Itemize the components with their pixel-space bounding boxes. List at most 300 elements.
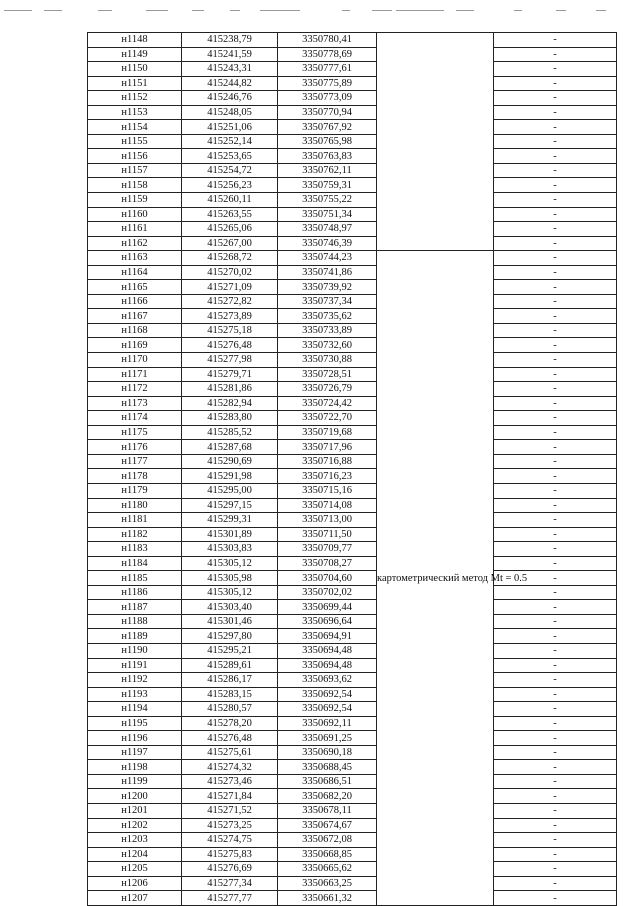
point-id-cell: н1153 [88, 105, 182, 120]
y-coordinate-cell: 3350694,48 [278, 643, 377, 658]
dash-cell: - [494, 600, 617, 615]
dash-cell: - [494, 454, 617, 469]
table-row [88, 774, 617, 789]
y-coordinate-cell: 3350661,32 [278, 891, 377, 906]
y-coordinate-cell: 3350780,41 [278, 33, 377, 48]
point-id-cell: н1188 [88, 614, 182, 629]
y-coordinate-cell: 3350692,11 [278, 716, 377, 731]
y-coordinate-cell: 3350733,89 [278, 323, 377, 338]
y-coordinate-cell: 3350686,51 [278, 774, 377, 789]
x-coordinate-cell: 415256,23 [182, 178, 278, 193]
y-coordinate-cell: 3350694,48 [278, 658, 377, 673]
y-coordinate-cell: 3350751,34 [278, 207, 377, 222]
x-coordinate-cell: 415248,05 [182, 105, 278, 120]
point-id-cell: н1199 [88, 774, 182, 789]
dash-cell: - [494, 745, 617, 760]
dash-cell: - [494, 280, 617, 295]
x-coordinate-cell: 415275,83 [182, 847, 278, 862]
table-row [88, 193, 617, 208]
x-coordinate-cell: 415282,94 [182, 396, 278, 411]
point-id-cell: н1187 [88, 600, 182, 615]
x-coordinate-cell: 415263,55 [182, 207, 278, 222]
dash-cell: - [494, 585, 617, 600]
point-id-cell: н1180 [88, 498, 182, 513]
table-row [88, 396, 617, 411]
table-row [88, 62, 617, 77]
point-id-cell: н1184 [88, 556, 182, 571]
dash-cell: - [494, 294, 617, 309]
y-coordinate-cell: 3350709,77 [278, 542, 377, 557]
dash-cell: - [494, 643, 617, 658]
y-coordinate-cell: 3350755,22 [278, 193, 377, 208]
y-coordinate-cell: 3350726,79 [278, 382, 377, 397]
point-id-cell: н1158 [88, 178, 182, 193]
x-coordinate-cell: 415241,59 [182, 47, 278, 62]
table-row [88, 338, 617, 353]
point-id-cell: н1169 [88, 338, 182, 353]
dash-cell: - [494, 731, 617, 746]
table-row [88, 353, 617, 368]
table-row [88, 251, 617, 266]
point-id-cell: н1203 [88, 833, 182, 848]
table-row [88, 716, 617, 731]
point-id-cell: н1168 [88, 323, 182, 338]
y-coordinate-cell: 3350715,16 [278, 483, 377, 498]
dash-cell: - [494, 382, 617, 397]
table-row [88, 134, 617, 149]
x-coordinate-cell: 415253,65 [182, 149, 278, 164]
dash-cell: - [494, 33, 617, 48]
x-coordinate-cell: 415281,86 [182, 382, 278, 397]
table-row [88, 367, 617, 382]
x-coordinate-cell: 415273,25 [182, 818, 278, 833]
dash-cell: - [494, 760, 617, 775]
point-id-cell: н1189 [88, 629, 182, 644]
table-row [88, 673, 617, 688]
x-coordinate-cell: 415295,00 [182, 483, 278, 498]
point-id-cell: н1154 [88, 120, 182, 135]
point-id-cell: н1160 [88, 207, 182, 222]
point-id-cell: н1174 [88, 411, 182, 426]
point-id-cell: н1195 [88, 716, 182, 731]
x-coordinate-cell: 415276,48 [182, 338, 278, 353]
dash-cell: - [494, 614, 617, 629]
point-id-cell: н1204 [88, 847, 182, 862]
table-row [88, 600, 617, 615]
scan-artifact-line [0, 8, 640, 14]
table-row [88, 207, 617, 222]
table-row [88, 120, 617, 135]
x-coordinate-cell: 415275,61 [182, 745, 278, 760]
y-coordinate-cell: 3350762,11 [278, 163, 377, 178]
table-row [88, 862, 617, 877]
y-coordinate-cell: 3350765,98 [278, 134, 377, 149]
table-row [88, 847, 617, 862]
y-coordinate-cell: 3350692,54 [278, 687, 377, 702]
point-id-cell: н1205 [88, 862, 182, 877]
x-coordinate-cell: 415272,82 [182, 294, 278, 309]
y-coordinate-cell: 3350732,60 [278, 338, 377, 353]
table-row [88, 658, 617, 673]
table-row [88, 643, 617, 658]
point-id-cell: н1148 [88, 33, 182, 48]
x-coordinate-cell: 415280,57 [182, 702, 278, 717]
dash-cell: - [494, 265, 617, 280]
dash-cell: - [494, 207, 617, 222]
table-row [88, 702, 617, 717]
point-id-cell: н1202 [88, 818, 182, 833]
y-coordinate-cell: 3350696,64 [278, 614, 377, 629]
y-coordinate-cell: 3350763,83 [278, 149, 377, 164]
dash-cell: - [494, 556, 617, 571]
dash-cell: - [494, 193, 617, 208]
dash-cell: - [494, 527, 617, 542]
dash-cell: - [494, 178, 617, 193]
x-coordinate-cell: 415273,89 [182, 309, 278, 324]
method-cell: картометрический метод Mt = 0.5 [377, 251, 494, 906]
y-coordinate-cell: 3350746,39 [278, 236, 377, 251]
point-id-cell: н1172 [88, 382, 182, 397]
x-coordinate-cell: 415238,79 [182, 33, 278, 48]
x-coordinate-cell: 415277,34 [182, 876, 278, 891]
x-coordinate-cell: 415277,98 [182, 353, 278, 368]
table-row [88, 513, 617, 528]
dash-cell: - [494, 513, 617, 528]
table-row [88, 323, 617, 338]
x-coordinate-cell: 415268,72 [182, 251, 278, 266]
point-id-cell: н1165 [88, 280, 182, 295]
y-coordinate-cell: 3350693,62 [278, 673, 377, 688]
point-id-cell: н1191 [88, 658, 182, 673]
point-id-cell: н1201 [88, 803, 182, 818]
x-coordinate-cell: 415252,14 [182, 134, 278, 149]
dash-cell: - [494, 774, 617, 789]
point-id-cell: н1164 [88, 265, 182, 280]
point-id-cell: н1181 [88, 513, 182, 528]
x-coordinate-cell: 415303,40 [182, 600, 278, 615]
table-row [88, 149, 617, 164]
table-row [88, 425, 617, 440]
y-coordinate-cell: 3350704,60 [278, 571, 377, 586]
point-id-cell: н1162 [88, 236, 182, 251]
y-coordinate-cell: 3350739,92 [278, 280, 377, 295]
x-coordinate-cell: 415274,32 [182, 760, 278, 775]
dash-cell: - [494, 862, 617, 877]
x-coordinate-cell: 415273,46 [182, 774, 278, 789]
dash-cell: - [494, 818, 617, 833]
point-id-cell: н1159 [88, 193, 182, 208]
table-row [88, 454, 617, 469]
x-coordinate-cell: 415285,52 [182, 425, 278, 440]
point-id-cell: н1149 [88, 47, 182, 62]
table-row [88, 236, 617, 251]
table-row [88, 483, 617, 498]
table-row [88, 891, 617, 906]
y-coordinate-cell: 3350702,02 [278, 585, 377, 600]
table-row [88, 789, 617, 804]
table-row [88, 309, 617, 324]
y-coordinate-cell: 3350674,67 [278, 818, 377, 833]
table-row [88, 294, 617, 309]
x-coordinate-cell: 415276,69 [182, 862, 278, 877]
dash-cell: - [494, 222, 617, 237]
x-coordinate-cell: 415270,02 [182, 265, 278, 280]
y-coordinate-cell: 3350744,23 [278, 251, 377, 266]
table-row [88, 542, 617, 557]
point-id-cell: н1207 [88, 891, 182, 906]
table-row [88, 629, 617, 644]
table-row [88, 687, 617, 702]
point-id-cell: н1185 [88, 571, 182, 586]
point-id-cell: н1183 [88, 542, 182, 557]
y-coordinate-cell: 3350773,09 [278, 91, 377, 106]
x-coordinate-cell: 415295,21 [182, 643, 278, 658]
dash-cell: - [494, 847, 617, 862]
y-coordinate-cell: 3350690,18 [278, 745, 377, 760]
point-id-cell: н1156 [88, 149, 182, 164]
table-row [88, 571, 617, 586]
table-row [88, 440, 617, 455]
point-id-cell: н1177 [88, 454, 182, 469]
dash-cell: - [494, 91, 617, 106]
x-coordinate-cell: 415243,31 [182, 62, 278, 77]
point-id-cell: н1167 [88, 309, 182, 324]
x-coordinate-cell: 415286,17 [182, 673, 278, 688]
y-coordinate-cell: 3350691,25 [278, 731, 377, 746]
x-coordinate-cell: 415297,80 [182, 629, 278, 644]
dash-cell: - [494, 440, 617, 455]
y-coordinate-cell: 3350767,92 [278, 120, 377, 135]
table-row [88, 222, 617, 237]
point-id-cell: н1198 [88, 760, 182, 775]
dash-cell: - [494, 789, 617, 804]
dash-cell: - [494, 251, 617, 266]
table-row [88, 91, 617, 106]
point-id-cell: н1171 [88, 367, 182, 382]
y-coordinate-cell: 3350668,85 [278, 847, 377, 862]
point-id-cell: н1186 [88, 585, 182, 600]
point-id-cell: н1173 [88, 396, 182, 411]
x-coordinate-cell: 415289,61 [182, 658, 278, 673]
point-id-cell: н1194 [88, 702, 182, 717]
table-row [88, 265, 617, 280]
point-id-cell: н1197 [88, 745, 182, 760]
y-coordinate-cell: 3350719,68 [278, 425, 377, 440]
dash-cell: - [494, 134, 617, 149]
dash-cell: - [494, 367, 617, 382]
x-coordinate-cell: 415291,98 [182, 469, 278, 484]
x-coordinate-cell: 415260,11 [182, 193, 278, 208]
y-coordinate-cell: 3350730,88 [278, 353, 377, 368]
x-coordinate-cell: 415275,18 [182, 323, 278, 338]
x-coordinate-cell: 415279,71 [182, 367, 278, 382]
point-id-cell: н1196 [88, 731, 182, 746]
dash-cell: - [494, 323, 617, 338]
y-coordinate-cell: 3350737,34 [278, 294, 377, 309]
y-coordinate-cell: 3350735,62 [278, 309, 377, 324]
y-coordinate-cell: 3350682,20 [278, 789, 377, 804]
dash-cell: - [494, 47, 617, 62]
x-coordinate-cell: 415271,84 [182, 789, 278, 804]
y-coordinate-cell: 3350748,97 [278, 222, 377, 237]
y-coordinate-cell: 3350711,50 [278, 527, 377, 542]
table-row [88, 803, 617, 818]
dash-cell: - [494, 498, 617, 513]
table-row [88, 585, 617, 600]
dash-cell: - [494, 542, 617, 557]
dash-cell: - [494, 702, 617, 717]
point-id-cell: н1206 [88, 876, 182, 891]
dash-cell: - [494, 425, 617, 440]
dash-cell: - [494, 716, 617, 731]
x-coordinate-cell: 415246,76 [182, 91, 278, 106]
y-coordinate-cell: 3350699,44 [278, 600, 377, 615]
point-id-cell: н1157 [88, 163, 182, 178]
y-coordinate-cell: 3350770,94 [278, 105, 377, 120]
x-coordinate-cell: 415290,69 [182, 454, 278, 469]
x-coordinate-cell: 415301,46 [182, 614, 278, 629]
y-coordinate-cell: 3350692,54 [278, 702, 377, 717]
table-row [88, 614, 617, 629]
y-coordinate-cell: 3350724,42 [278, 396, 377, 411]
dash-cell: - [494, 571, 617, 586]
x-coordinate-cell: 415276,48 [182, 731, 278, 746]
point-id-cell: н1170 [88, 353, 182, 368]
y-coordinate-cell: 3350722,70 [278, 411, 377, 426]
method-cell [377, 33, 494, 251]
coordinates-table [87, 32, 617, 906]
point-id-cell: н1163 [88, 251, 182, 266]
point-id-cell: н1161 [88, 222, 182, 237]
table-row [88, 382, 617, 397]
point-id-cell: н1176 [88, 440, 182, 455]
y-coordinate-cell: 3350775,89 [278, 76, 377, 91]
dash-cell: - [494, 803, 617, 818]
table-row [88, 527, 617, 542]
y-coordinate-cell: 3350714,08 [278, 498, 377, 513]
x-coordinate-cell: 415251,06 [182, 120, 278, 135]
dash-cell: - [494, 673, 617, 688]
dash-cell: - [494, 105, 617, 120]
table-row [88, 556, 617, 571]
table-row [88, 105, 617, 120]
table-row [88, 47, 617, 62]
dash-cell: - [494, 396, 617, 411]
x-coordinate-cell: 415303,83 [182, 542, 278, 557]
y-coordinate-cell: 3350716,88 [278, 454, 377, 469]
y-coordinate-cell: 3350708,27 [278, 556, 377, 571]
table-row [88, 76, 617, 91]
y-coordinate-cell: 3350728,51 [278, 367, 377, 382]
table-row [88, 411, 617, 426]
table-row [88, 818, 617, 833]
y-coordinate-cell: 3350694,91 [278, 629, 377, 644]
x-coordinate-cell: 415301,89 [182, 527, 278, 542]
table-row [88, 760, 617, 775]
point-id-cell: н1192 [88, 673, 182, 688]
table-row [88, 745, 617, 760]
dash-cell: - [494, 149, 617, 164]
y-coordinate-cell: 3350678,11 [278, 803, 377, 818]
table-row [88, 731, 617, 746]
point-id-cell: н1151 [88, 76, 182, 91]
y-coordinate-cell: 3350716,23 [278, 469, 377, 484]
dash-cell: - [494, 309, 617, 324]
dash-cell: - [494, 469, 617, 484]
point-id-cell: н1166 [88, 294, 182, 309]
x-coordinate-cell: 415283,15 [182, 687, 278, 702]
y-coordinate-cell: 3350778,69 [278, 47, 377, 62]
dash-cell: - [494, 629, 617, 644]
y-coordinate-cell: 3350713,00 [278, 513, 377, 528]
y-coordinate-cell: 3350717,96 [278, 440, 377, 455]
point-id-cell: н1152 [88, 91, 182, 106]
dash-cell: - [494, 236, 617, 251]
x-coordinate-cell: 415305,98 [182, 571, 278, 586]
x-coordinate-cell: 415299,31 [182, 513, 278, 528]
point-id-cell: н1155 [88, 134, 182, 149]
x-coordinate-cell: 415254,72 [182, 163, 278, 178]
x-coordinate-cell: 415244,82 [182, 76, 278, 91]
y-coordinate-cell: 3350672,08 [278, 833, 377, 848]
dash-cell: - [494, 353, 617, 368]
dash-cell: - [494, 658, 617, 673]
point-id-cell: н1200 [88, 789, 182, 804]
x-coordinate-cell: 415305,12 [182, 556, 278, 571]
point-id-cell: н1178 [88, 469, 182, 484]
dash-cell: - [494, 891, 617, 906]
table-row [88, 833, 617, 848]
dash-cell: - [494, 338, 617, 353]
table-row [88, 280, 617, 295]
dash-cell: - [494, 483, 617, 498]
point-id-cell: н1175 [88, 425, 182, 440]
x-coordinate-cell: 415278,20 [182, 716, 278, 731]
x-coordinate-cell: 415277,77 [182, 891, 278, 906]
x-coordinate-cell: 415297,15 [182, 498, 278, 513]
point-id-cell: н1190 [88, 643, 182, 658]
x-coordinate-cell: 415265,06 [182, 222, 278, 237]
y-coordinate-cell: 3350663,25 [278, 876, 377, 891]
point-id-cell: н1182 [88, 527, 182, 542]
dash-cell: - [494, 120, 617, 135]
dash-cell: - [494, 163, 617, 178]
y-coordinate-cell: 3350665,62 [278, 862, 377, 877]
point-id-cell: н1150 [88, 62, 182, 77]
dash-cell: - [494, 833, 617, 848]
x-coordinate-cell: 415271,09 [182, 280, 278, 295]
x-coordinate-cell: 415283,80 [182, 411, 278, 426]
dash-cell: - [494, 411, 617, 426]
table-row [88, 498, 617, 513]
table-row [88, 178, 617, 193]
dash-cell: - [494, 687, 617, 702]
x-coordinate-cell: 415267,00 [182, 236, 278, 251]
table-row [88, 163, 617, 178]
y-coordinate-cell: 3350777,61 [278, 62, 377, 77]
table-row [88, 876, 617, 891]
y-coordinate-cell: 3350759,31 [278, 178, 377, 193]
x-coordinate-cell: 415271,52 [182, 803, 278, 818]
table-row [88, 469, 617, 484]
point-id-cell: н1179 [88, 483, 182, 498]
y-coordinate-cell: 3350741,86 [278, 265, 377, 280]
y-coordinate-cell: 3350688,45 [278, 760, 377, 775]
table-row [88, 33, 617, 48]
dash-cell: - [494, 76, 617, 91]
point-id-cell: н1193 [88, 687, 182, 702]
x-coordinate-cell: 415274,75 [182, 833, 278, 848]
